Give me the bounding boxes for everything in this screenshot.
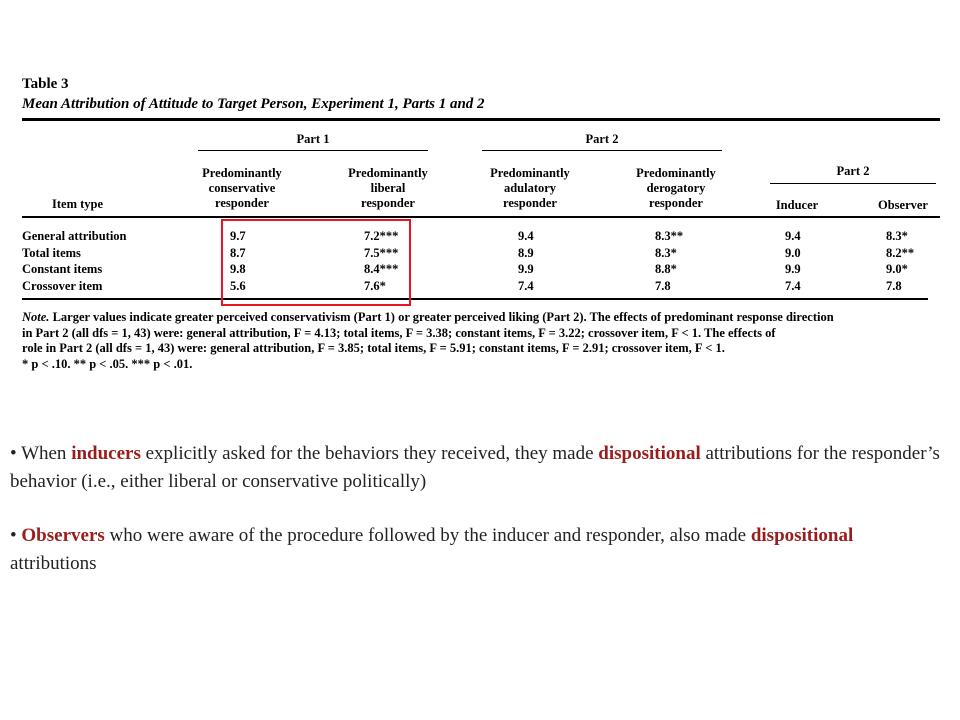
group-header-part2a: Part 2 (585, 132, 619, 146)
emphasis-observers: Observers (21, 525, 105, 546)
table-cell: 9.9 (518, 262, 534, 276)
table-cell: 8.7 (230, 245, 246, 260)
table-cell: 7.8 (886, 278, 902, 293)
group-rule-part2b (770, 183, 936, 184)
col-header-liberal: Predominantly liberal responder (348, 166, 428, 210)
group-rule-part2a (482, 150, 722, 151)
top-rule (22, 118, 940, 121)
table-cell: 9.4 (785, 229, 801, 243)
table-cell: 9.4 (518, 229, 534, 243)
row-label: Total items (22, 245, 81, 260)
note-line: * p < .10. ** p < .05. *** p < .01. (22, 356, 193, 371)
bullet-list (10, 440, 940, 604)
table-figure (22, 70, 942, 380)
emphasis-dispositional: dispositional (750, 525, 854, 546)
text-run: When (16, 443, 72, 464)
row-label: Constant items (22, 262, 103, 276)
table-cell: 8.3* (655, 245, 677, 260)
note-line: Larger values indicate greater perceived conservativism (Part 1) or greater perceived liking (Part 2). The effects of predominant response direction (49, 310, 834, 324)
table-cell: 8.2** (886, 245, 915, 260)
table-cell: 7.8 (655, 278, 671, 293)
table-cell: 7.5*** (364, 245, 399, 260)
table-note (22, 310, 834, 372)
row-label: Crossover item (22, 278, 103, 293)
table-cell: 7.4 (785, 278, 801, 293)
table-label: Table 3 (22, 76, 69, 92)
row-label: General attribution (22, 229, 127, 243)
table-cell: 8.3* (886, 229, 908, 243)
table-cell: 8.3** (655, 229, 684, 243)
bullet-item-inducers (10, 440, 940, 496)
table-cell: 7.6* (364, 278, 386, 293)
note-line: role in Part 2 (all dfs = 1, 43) were: general attribution, F = 3.85; total items, F = 5.91; constant items, F = 2.91; crossover item, F < 1. (22, 341, 725, 355)
group-header-part2b: Part 2 (836, 164, 870, 178)
table-cell: 9.9 (785, 262, 801, 276)
table-cell: 9.7 (230, 229, 246, 243)
highlight-box (221, 219, 411, 306)
table-cell: 7.4 (518, 278, 534, 293)
col-header-inducer: Inducer (775, 198, 819, 212)
table-cell: 8.4*** (364, 262, 399, 276)
table-cell: 8.9 (518, 245, 534, 260)
note-label: Note. (22, 310, 50, 324)
col-header-conservative: Predominantly conservative responder (202, 166, 282, 210)
text-run: who were aware of the procedure followed by the inducer and responder, also made (104, 525, 751, 546)
table-cell: 8.8* (655, 262, 677, 276)
group-rule-part1 (198, 150, 428, 151)
emphasis-inducers: inducers (71, 443, 141, 464)
table-title: Mean Attribution of Attitude to Target Person, Experiment 1, Parts 1 and 2 (22, 96, 485, 112)
col-header-observer: Observer (878, 198, 928, 212)
col-header-adulatory: Predominantly adulatory responder (490, 166, 570, 210)
table-cell: 9.0* (886, 262, 908, 276)
bottom-rule (22, 298, 928, 300)
table-cell: 9.0 (785, 245, 801, 260)
header-rule (22, 216, 940, 218)
note-line: in Part 2 (all dfs = 1, 43) were: general attribution, F = 4.13; total items, F = 3.38; constant items, F = 3.22; crossover item, F < 1. The effects of (22, 325, 776, 340)
bullet-glyph: • (10, 525, 17, 546)
col-header-derogatory: Predominantly derogatory responder (636, 166, 716, 210)
item-type-header: Item type (52, 197, 104, 211)
emphasis-dispositional: dispositional (598, 443, 701, 464)
text-run: attributions (10, 553, 97, 574)
bullet-glyph: • (10, 443, 17, 464)
text-run: explicitly asked for the behaviors they received, they made (140, 443, 599, 464)
bullet-item-observers (10, 522, 940, 578)
table-cell: 7.2*** (364, 229, 399, 243)
group-header-part1: Part 1 (296, 132, 330, 146)
table-cell: 5.6 (230, 278, 246, 293)
table-cell: 9.8 (230, 262, 246, 276)
text-run: attributions for the responder’s behavior (i.e., either liberal or conservative politically) (10, 443, 940, 492)
